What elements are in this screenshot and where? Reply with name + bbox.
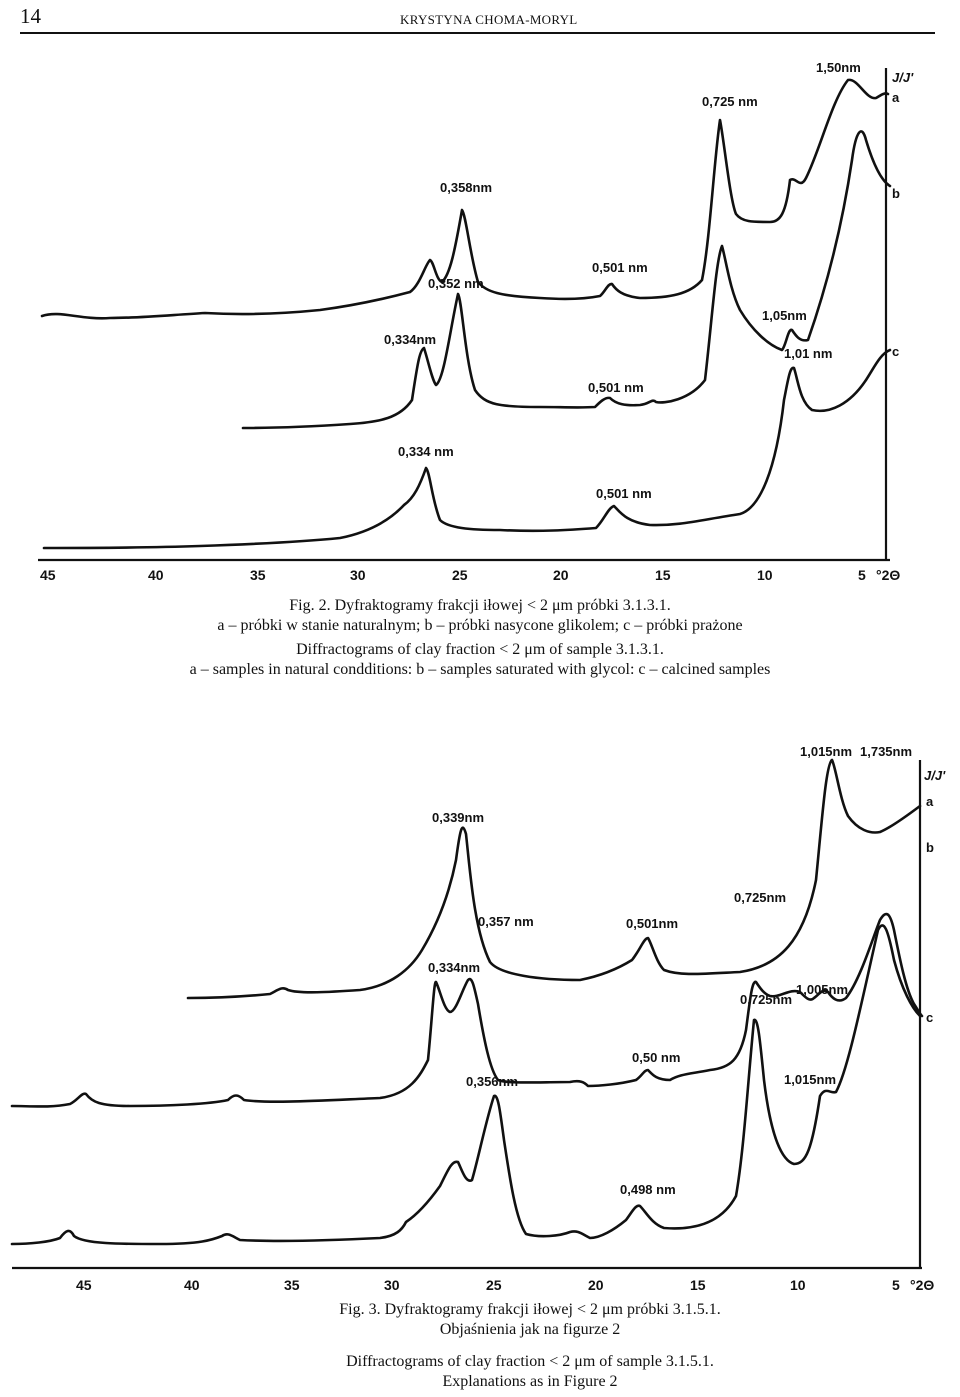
fig3-caption-line: Explanations as in Figure 2 bbox=[442, 1373, 618, 1390]
fig2-tick: 40 bbox=[148, 567, 164, 583]
fig3-peak-label: 0,725nm bbox=[740, 992, 793, 1007]
figure-2-caption bbox=[0, 596, 960, 680]
fig2-caption-line: a – próbki w stanie naturalnym; b – próbki nasycone glikolem; c – próbki prażone bbox=[217, 617, 743, 634]
fig3-peak-label: 0,498 nm bbox=[620, 1182, 676, 1197]
fig2-curve-c bbox=[44, 350, 890, 548]
fig2-tick-unit: °2Θ bbox=[876, 567, 901, 583]
fig2-letter-a: a bbox=[892, 90, 900, 105]
fig3-tick: 20 bbox=[588, 1277, 604, 1293]
fig3-peak-label: 1,015nm bbox=[784, 1072, 837, 1087]
fig2-peak-label: 0,501 nm bbox=[596, 486, 652, 501]
fig2-tick: 20 bbox=[553, 567, 569, 583]
fig2-tick: 30 bbox=[350, 567, 366, 583]
fig3-peak-label: 1,735nm bbox=[860, 744, 913, 759]
fig3-peak-label: 0,501nm bbox=[626, 916, 679, 931]
fig3-peak-label: 1,005nm bbox=[796, 982, 849, 997]
fig3-y-label: J/J' bbox=[924, 768, 946, 783]
fig3-peak-label: 0,357 nm bbox=[478, 914, 534, 929]
fig2-letter-c: c bbox=[892, 344, 900, 359]
fig3-peak-label: 0,334nm bbox=[428, 960, 481, 975]
fig2-peak-label: 0,501 nm bbox=[588, 380, 644, 395]
fig3-letter-c: c bbox=[926, 1010, 934, 1025]
fig2-peak-label: 0,725 nm bbox=[702, 94, 758, 109]
fig2-peak-label: 0,334nm bbox=[384, 332, 437, 347]
fig3-tick: 25 bbox=[486, 1277, 502, 1293]
fig3-caption-line: Diffractograms of clay fraction < 2 μm of sample 3.1.5.1. bbox=[346, 1353, 714, 1370]
fig2-peak-label: 1,01 nm bbox=[784, 346, 833, 361]
fig3-tick-unit: °2Θ bbox=[910, 1277, 935, 1293]
fig2-curve-b bbox=[243, 131, 890, 428]
figure-3-diffractogram bbox=[0, 740, 960, 1295]
page-header bbox=[20, 4, 935, 34]
figure-2-diffractogram bbox=[0, 40, 960, 590]
fig3-curve-a bbox=[188, 760, 920, 998]
fig2-y-label: J/J' bbox=[892, 70, 914, 85]
fig3-tick: 10 bbox=[790, 1277, 806, 1293]
fig2-caption-line: Fig. 2. Dyfraktogramy frakcji iłowej < 2 μm próbki 3.1.3.1. bbox=[289, 597, 671, 614]
fig2-caption-line: a – samples in natural condditions: b – samples saturated with glycol: c – calcined samples bbox=[189, 661, 771, 678]
fig3-peak-label: 0,725nm bbox=[734, 890, 787, 905]
fig2-peak-label: 0,358nm bbox=[440, 180, 493, 195]
running-head: KRYSTYNA CHOMA-MORYL bbox=[400, 12, 578, 27]
fig3-tick: 45 bbox=[76, 1277, 92, 1293]
fig2-tick: 45 bbox=[40, 567, 56, 583]
fig3-letter-b: b bbox=[926, 840, 934, 855]
fig2-tick: 5 bbox=[858, 567, 866, 583]
fig3-tick: 40 bbox=[184, 1277, 200, 1293]
fig2-peak-label: 1,50nm bbox=[816, 60, 861, 75]
fig2-letter-b: b bbox=[892, 186, 900, 201]
fig2-peak-label: 0,501 nm bbox=[592, 260, 648, 275]
fig2-peak-label: 1,05nm bbox=[762, 308, 807, 323]
fig3-caption-line: Fig. 3. Dyfraktogramy frakcji iłowej < 2 μm próbki 3.1.5.1. bbox=[339, 1301, 721, 1318]
fig3-peak-label: 1,015nm bbox=[800, 744, 853, 759]
fig2-tick: 25 bbox=[452, 567, 468, 583]
fig3-tick: 5 bbox=[892, 1277, 900, 1293]
page-number: 14 bbox=[20, 4, 41, 28]
fig3-tick: 35 bbox=[284, 1277, 300, 1293]
fig2-peak-label: 0,352 nm bbox=[428, 276, 484, 291]
fig2-caption-line: Diffractograms of clay fraction < 2 μm of sample 3.1.3.1. bbox=[296, 641, 664, 658]
fig2-peak-label: 0,334 nm bbox=[398, 444, 454, 459]
fig3-peak-label: 0,50 nm bbox=[632, 1050, 681, 1065]
fig2-tick: 10 bbox=[757, 567, 773, 583]
figure-3-caption bbox=[100, 1300, 960, 1392]
fig3-letter-a: a bbox=[926, 794, 934, 809]
fig3-caption-line: Objaśnienia jak na figurze 2 bbox=[439, 1321, 621, 1338]
fig3-peak-label: 0,339nm bbox=[432, 810, 485, 825]
fig2-tick: 35 bbox=[250, 567, 266, 583]
fig3-peak-label: 0,356nm bbox=[466, 1074, 519, 1089]
fig2-tick: 15 bbox=[655, 567, 671, 583]
fig3-tick: 15 bbox=[690, 1277, 706, 1293]
fig3-tick: 30 bbox=[384, 1277, 400, 1293]
